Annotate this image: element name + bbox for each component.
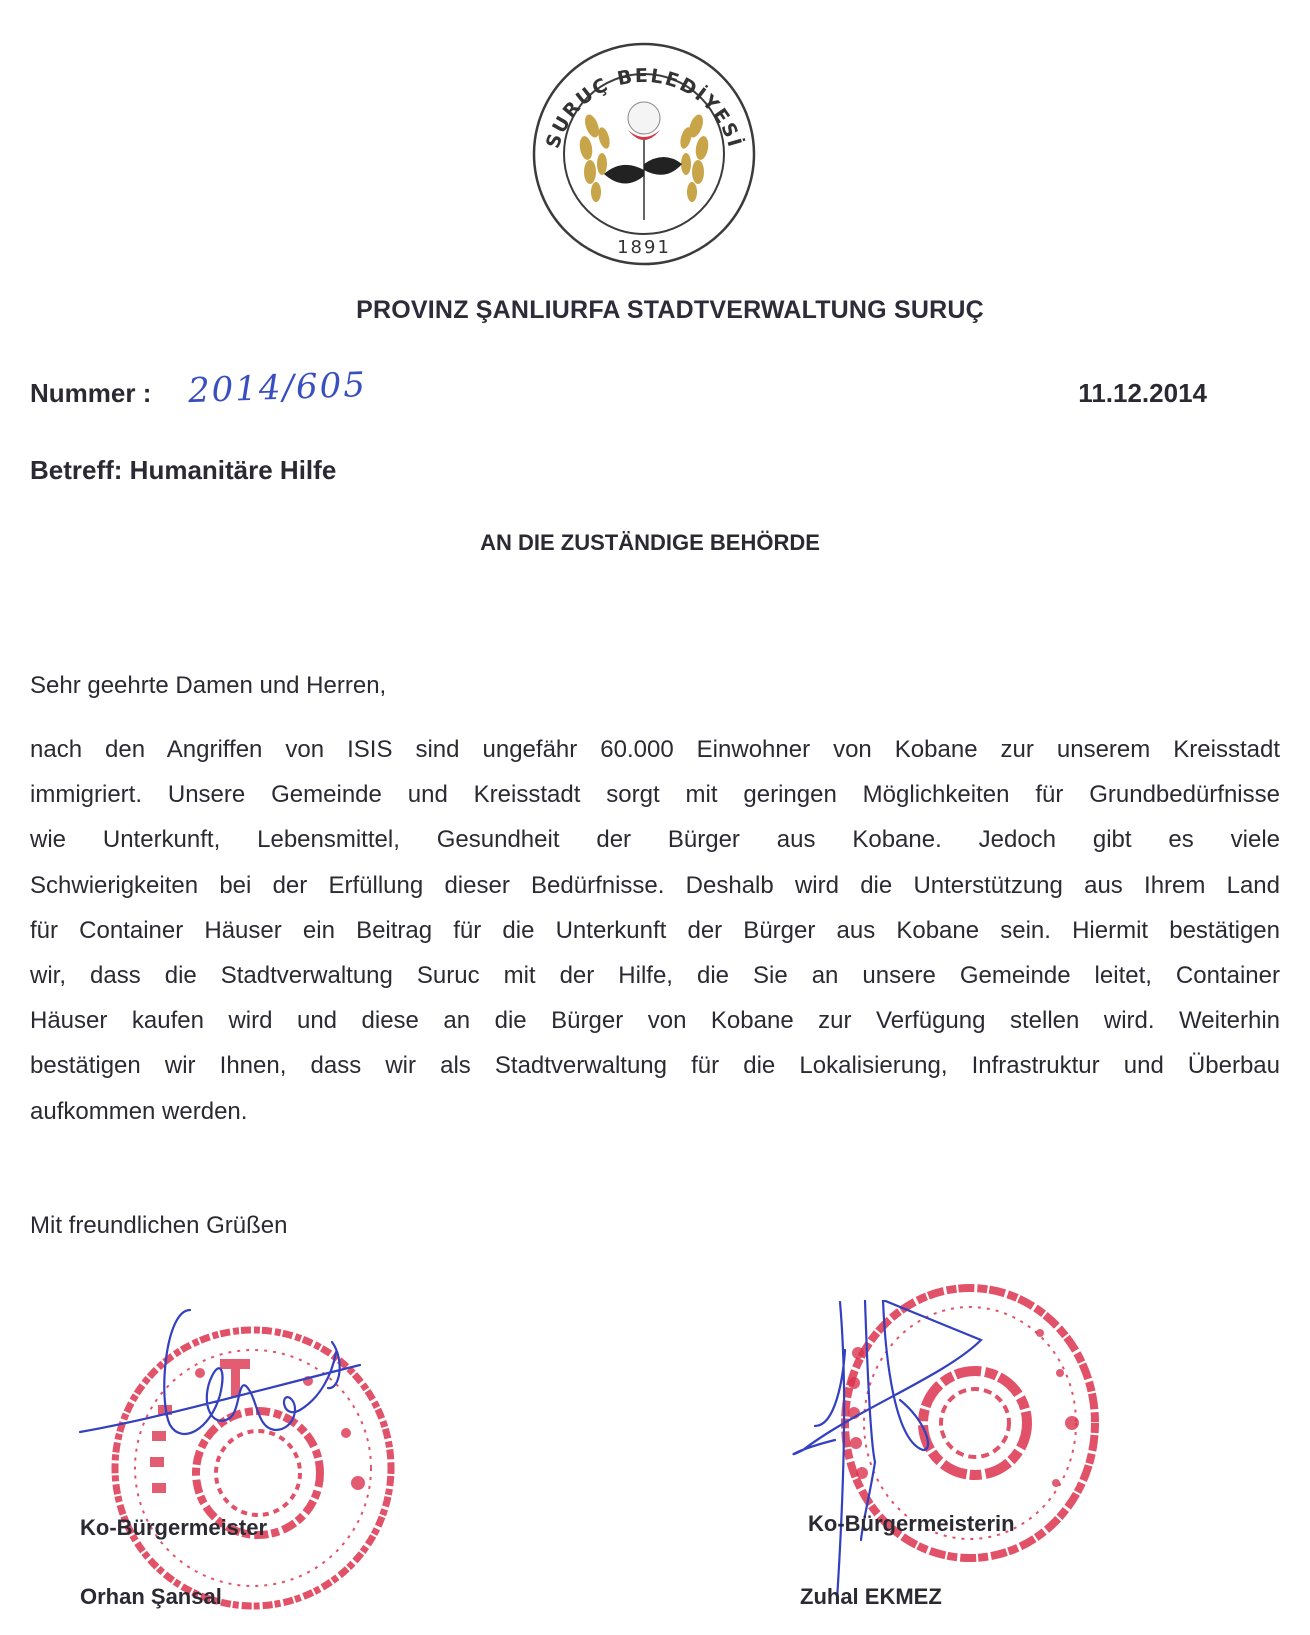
body-line: wie Unterkunft, Lebensmittel, Gesundheit der Bürger aus Kobane. Jedoch gibt es viele: [30, 826, 1280, 854]
recipient-heading: AN DIE ZUSTÄNDIGE BEHÖRDE: [480, 530, 820, 555]
signature-zuhal-ekmez: [775, 1300, 1035, 1600]
subject-line: Betreff: Humanitäre Hilfe: [30, 455, 337, 485]
signatory-name-right: Zuhal EKMEZ: [800, 1584, 942, 1609]
signature-orhan-sansal: [70, 1280, 400, 1450]
reference-number-handwritten: 2014/605: [187, 364, 368, 412]
seal-text: SURUÇ BELEDİYESİ: [541, 64, 747, 152]
signatory-name-left: Orhan Şansal: [80, 1584, 222, 1609]
seal-year: 1891: [617, 237, 671, 258]
official-stamp-left: [108, 1323, 398, 1613]
signatory-role-right: Ko-Bürgermeisterin: [808, 1511, 1015, 1536]
body-line: wir, dass die Stadtverwaltung Suruc mit der Hilfe, die Sie an unsere Gemeinde leitet, Container: [30, 962, 1280, 990]
salutation: Sehr geehrte Damen und Herren,: [30, 672, 387, 699]
wheat-icon: [578, 113, 612, 202]
municipality-seal-logo: [530, 40, 758, 268]
document-date: 11.12.2014: [1078, 378, 1207, 408]
body-line: aufkommen werden.: [30, 1097, 248, 1125]
signatory-role-left: Ko-Bürgermeister: [80, 1515, 268, 1540]
body-line: bestätigen wir Ihnen, dass wir als Stadtverwaltung für die Lokalisierung, Infrastruktur und Überbau: [30, 1052, 1280, 1080]
cotton-flower-icon: [604, 102, 682, 220]
body-line: nach den Angriffen von ISIS sind ungefähr 60.000 Einwohner von Kobane zur unserem Kreisstadt: [30, 736, 1280, 763]
body-line: Häuser kaufen wird und diese an die Bürger von Kobane zur Verfügung stellen wird. Weiterhin: [30, 1007, 1280, 1035]
closing-phrase: Mit freundlichen Grüßen: [30, 1212, 288, 1239]
wheat-icon: [678, 113, 710, 202]
letter-body: [30, 727, 1280, 1134]
body-line: für Container Häuser ein Beitrag für die Unterkunft der Bürger aus Kobane sein. Hiermit bestätigen: [30, 916, 1280, 944]
reference-number-label: Nummer :: [30, 378, 152, 408]
body-line: immigriert. Unsere Gemeinde und Kreisstadt sorgt mit geringen Möglichkeiten für Grundbedürfnisse: [30, 781, 1280, 809]
document-heading: PROVINZ ŞANLIURFA STADTVERWALTUNG SURUÇ: [356, 296, 984, 324]
body-line: Schwierigkeiten bei der Erfüllung dieser Bedürfnisse. Deshalb wird die Unterstützung aus Ihrem Land: [30, 871, 1280, 899]
